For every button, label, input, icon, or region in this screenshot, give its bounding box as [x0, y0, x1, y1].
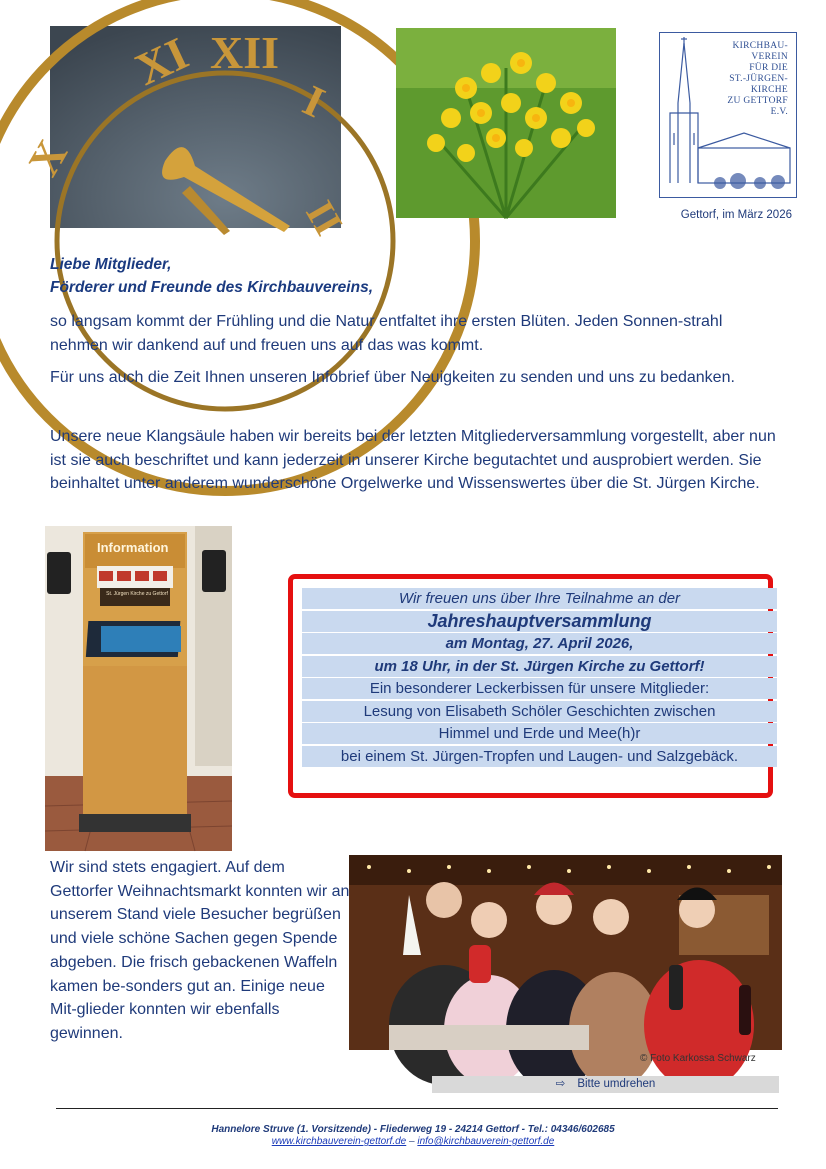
svg-text:II: II — [297, 193, 352, 243]
clock-photo — [18, 26, 352, 243]
logo-line: KIRCHBAU- — [732, 41, 788, 51]
paragraph-spring: so langsam kommt der Frühling und die Natur entfaltet ihre ersten Blüten. Jeden Sonnen-strahl nehmen wir dankend auf und freuen uns auf das was kommt. — [50, 313, 723, 354]
arrow-right-icon: ⇨ — [555, 1078, 566, 1090]
date-line: Gettorf, im März 2026 — [680, 209, 792, 221]
logo-text — [718, 41, 788, 118]
logo-line: FÜR DIE — [749, 63, 788, 73]
event-announcement-box — [288, 574, 773, 798]
event-time-place: um 18 Uhr, in der St. Jürgen Kirche zu Gettorf! — [302, 656, 777, 677]
footer-address: Hannelore Struve (1. Vorsitzende) - Fliederweg 19 - 24214 Gettorf - Tel.: 04346/602685 — [211, 1124, 615, 1135]
greeting-line-1: Liebe Mitglieder, — [50, 256, 172, 273]
christmas-market-photo — [349, 855, 782, 1050]
greeting-line-2: Förderer und Freunde des Kirchbauvereins, — [50, 279, 373, 296]
logo-line: ST.-JÜRGEN- — [729, 74, 788, 84]
event-date: am Montag, 27. April 2026, — [302, 633, 777, 654]
logo-line: VEREIN — [751, 52, 788, 62]
website-link[interactable]: www.kirchbauverein-gettorf.de — [271, 1136, 407, 1147]
footer — [0, 1124, 826, 1148]
event-line: Ein besonderer Leckerbissen für unsere Mitglieder: — [302, 678, 777, 699]
turn-page-label: Bitte umdrehen — [577, 1078, 656, 1090]
logo-line: KIRCHE — [750, 85, 788, 95]
footer-links — [0, 1136, 826, 1148]
svg-text:XII: XII — [210, 27, 280, 78]
svg-text:X: X — [18, 131, 78, 184]
footer-divider — [56, 1108, 778, 1109]
footer-separator: – — [409, 1136, 415, 1147]
christmas-market-paragraph: Wir sind stets engagiert. Auf dem Gettorfer Weihnachtsmarkt konnten wir an unserem Stand viele Besucher begrüßen und viele schöne Sachen gegen Spende abgeben. Die frisch gebackenen Waffeln kamen be-sonders gut an. Einige neue Mit-glieder konnten wir ebenfalls gewinnen. — [50, 859, 350, 1042]
turn-page-hint — [432, 1076, 779, 1093]
photo-credit: © Foto Karkossa Schwarz — [640, 1053, 756, 1064]
event-line: Lesung von Elisabeth Schöler Geschichten zwischen — [302, 701, 777, 722]
kiosk-sign: Information — [97, 540, 169, 555]
event-line: bei einem St. Jürgen-Tropfen und Laugen- und Salzgebäck. — [302, 746, 777, 767]
email-link[interactable]: info@kirchbauverein-gettorf.de — [417, 1136, 555, 1147]
kiosk-photo — [45, 526, 232, 851]
event-intro: Wir freuen uns über Ihre Teilnahme an der — [302, 588, 777, 609]
kiosk-plaque: St. Jürgen Kirche zu Gettorf — [106, 591, 168, 597]
daffodil-photo — [396, 28, 616, 218]
logo-line: ZU GETTORF — [727, 96, 788, 106]
event-line: Himmel und Erde und Mee(h)r — [302, 723, 777, 744]
paragraph-klangsaeule: Unsere neue Klangsäule haben wir bereits bei der letzten Mitgliederversammlung vorgestellt, aber nun ist sie auch beschriftet und kann jederzeit in unserer Kirche begutachtet und ausprobiert werden. Sie beinhaltet unter anderem wunderschöne Orgelwerke und Wissenswertes über die St. Jürgen Kirche. — [50, 428, 776, 492]
association-logo — [659, 32, 797, 198]
logo-line: E.V. — [770, 107, 788, 117]
event-content — [302, 588, 777, 768]
paragraph-infobrief: Für uns auch die Zeit Ihnen unseren Infobrief über Neuigkeiten zu senden und uns zu bedanken. — [50, 369, 735, 386]
svg-text:XI: XI — [127, 27, 196, 96]
event-title: Jahreshauptversammlung — [302, 611, 777, 632]
svg-text:I: I — [295, 75, 333, 128]
